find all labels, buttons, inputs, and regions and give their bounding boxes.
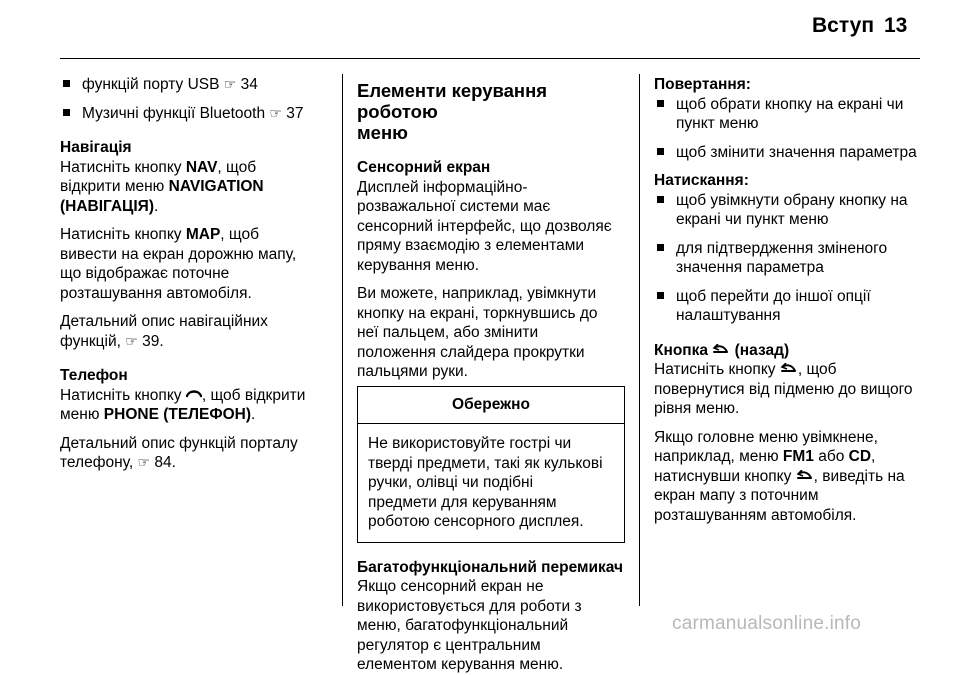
page-link-phone[interactable]: 84. [154,454,176,471]
section-heading-multifunction: Багатофункціональний перемикач [357,558,624,576]
section-heading-phone: Телефон [60,367,128,384]
heading-press: Натискання: [654,172,749,189]
page-link-bluetooth[interactable]: 37 [286,104,304,122]
nav-paragraph-2: Натисніть кнопку MAP, щоб вивести на екран дорожню мапу, що відображає поточне розташування автомобіля. [60,226,297,302]
page-reference-arrow-icon: ☞ [269,104,282,121]
bullet-square-icon [657,244,664,251]
column-3 [654,75,922,525]
back-paragraph-2: Якщо головне меню увімкнене, наприклад, меню FM1 або CD, натиснувши кнопку , виведіть на екран мапу з поточним розташуванням автомобіля. [654,428,905,524]
bullet-usb: функцій порту USB ☞ 34 [60,75,332,95]
section-heading-back-button: Кнопка (назад) [654,341,790,359]
bullet-square-icon [63,80,70,87]
section-heading-navigation: Навігація [60,139,132,156]
bullet-square-icon [657,100,664,107]
page-link-navigation[interactable]: 39. [142,332,164,350]
multifunction-paragraph: Якщо сенсорний екран не використовується для роботи з меню, багатофункціональний регулятор є центральним елементом керування меню. [357,578,582,673]
touch-paragraph-1: Дисплей інформаційно- розважальної системи має сенсорний інтерфейс, що дозволяє пряму взаємодію з елементами керування меню. [357,178,612,274]
caution-body: Не використовуйте гострі чи тверді предмети, такі як кулькові ручки, олівці чи подібні предмети для керуванням роботою сенсорного дисплея. [368,435,603,530]
phone-paragraph-2: Детальний опис функцій порталу телефону, ☞ 84. [60,434,298,471]
fm1-label: FM1 [782,448,814,465]
page-number: 13 [884,14,908,37]
nav-paragraph-3: Детальний опис навігаційних функцій, ☞ 39. [60,313,268,350]
caution-title: Обережно [358,387,624,425]
phone-handset-icon [186,389,202,399]
bullet-rotate-2: щоб змінити значення параметра [654,143,922,163]
section-heading-touchscreen: Сенсорний екран [357,159,491,176]
bullet-square-icon [63,109,70,116]
bullet-square-icon [657,292,664,299]
column-1 [60,75,332,473]
back-arrow-icon [712,344,730,356]
page-reference-arrow-icon: ☞ [223,76,237,92]
caution-box [357,386,625,543]
bullet-press-2: для підтвердження зміненого значення параметра [654,239,922,278]
cd-label: CD [848,448,872,465]
back-paragraph-1: Натисніть кнопку , щоб повернутися від підменю до вищого рівня меню. [654,361,913,417]
nav-paragraph-1: Натисніть кнопку NAV, щоб відкрити меню NAVIGATION (НАВІГАЦІЯ). [60,158,264,215]
column-divider-1 [342,74,343,606]
map-button-label: MAP [185,226,221,243]
bullet-square-icon [657,196,664,203]
heading-rotate: Повертання: [654,76,751,93]
page-header-title: Вступ [812,14,875,37]
page-link-usb[interactable]: 34 [240,76,258,93]
back-arrow-icon [780,363,798,375]
bullet-square-icon [657,148,664,155]
bullet-press-1: щоб увімкнути обрану кнопку на екрані чи пункт меню [654,191,922,230]
phone-paragraph-1: Натисніть кнопку , щоб відкрити меню PHONE (ТЕЛЕФОН). [60,386,306,423]
section-heading-menu-controls: Елементи керування роботою меню [357,80,548,143]
bullet-bluetooth: Музичні функції Bluetooth ☞ 37 [60,104,332,124]
column-divider-2 [639,74,640,606]
bullet-press-3: щоб перейти до іншої опції налаштування [654,287,922,326]
page-reference-arrow-icon: ☞ [125,332,138,349]
header-rule [60,58,920,59]
nav-button-label: NAV [185,158,218,176]
touch-paragraph-2: Ви можете, наприклад, увімкнути кнопку на екрані, торкнувшись до неї пальцем, або змінити положення слайдера прокрутки пальцями руки. [357,285,598,380]
watermark: carmanualsonline.info [672,613,862,634]
bullet-rotate-1: щоб обрати кнопку на екрані чи пункт меню [654,95,922,134]
back-arrow-icon [796,470,814,482]
column-2 [357,80,625,675]
page-reference-arrow-icon: ☞ [137,454,151,470]
